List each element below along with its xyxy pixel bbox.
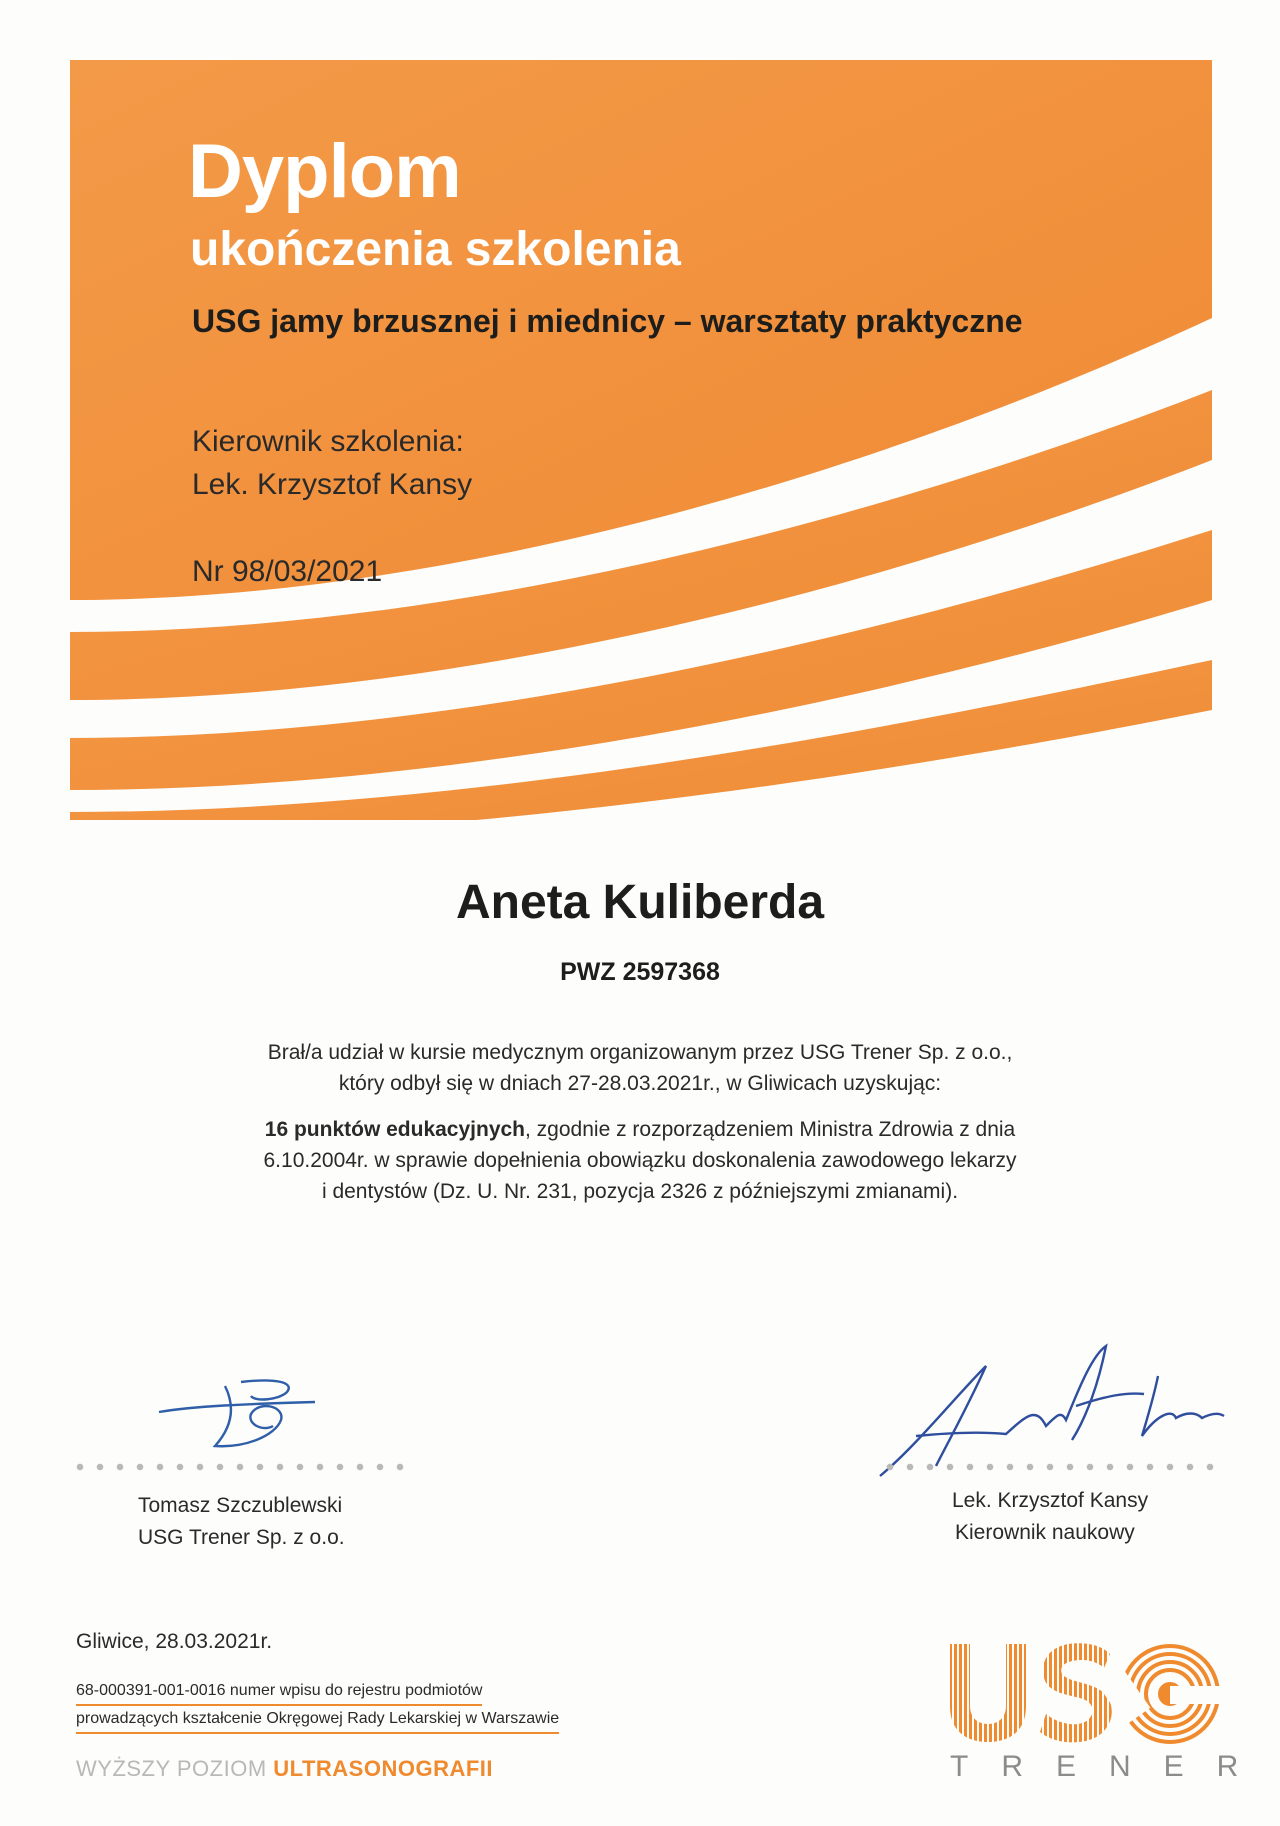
left-signatory-org: USG Trener Sp. z o.o. <box>138 1526 345 1549</box>
place-and-date: Gliwice, 28.03.2021r. <box>76 1630 273 1653</box>
registry-line-2: prowadzących kształcenie Okręgowej Rady Lekarskiej w Warszawie <box>76 1706 559 1734</box>
points-line-1 <box>160 1114 1120 1145</box>
course-lead-name: Lek. Krzysztof Kansy <box>192 468 473 501</box>
recipient-name: Aneta Kuliberda <box>455 876 825 929</box>
left-signature-image <box>155 1376 335 1456</box>
diploma-number: Nr 98/03/2021 <box>192 555 383 588</box>
points-line-2: 6.10.2004r. w sprawie dopełnienia obowiązku doskonalenia zawodowego lekarzy <box>263 1149 1017 1172</box>
recipient-pwz: PWZ 2597368 <box>560 958 720 986</box>
right-signature-dotted-line <box>880 1462 1220 1472</box>
points-line-3: i dentystów (Dz. U. Nr. 231, pozycja 2326 z późniejszymi zmianami). <box>321 1180 959 1203</box>
tagline-part-1: WYŻSZY POZIOM <box>76 1756 274 1781</box>
points-line-1-rest: , zgodnie z rozporządzeniem Ministra Zdrowia z dnia <box>525 1118 1016 1141</box>
footer-tagline <box>76 1756 493 1782</box>
registry-line-1: 68-000391-001-0016 numer wpisu do rejestru podmiotów <box>76 1678 482 1706</box>
diploma-title: Dyplom <box>188 129 461 214</box>
right-signatory <box>952 1485 1148 1549</box>
participation-line-1: Brał/a udział w kursie medycznym organizowanym przez USG Trener Sp. z o.o., <box>267 1041 1013 1064</box>
course-name: USG jamy brzusznej i miednicy – warsztaty praktyczne <box>192 303 1023 339</box>
left-signatory-name: Tomasz Szczublewski <box>138 1494 343 1517</box>
points-count: 16 punktów edukacyjnych <box>264 1118 526 1141</box>
diploma-subtitle: ukończenia szkolenia <box>190 223 681 276</box>
participation-statement <box>160 1037 1120 1099</box>
right-signatory-name: Lek. Krzysztof Kansy <box>952 1489 1149 1512</box>
left-signature-dotted-line <box>70 1462 410 1472</box>
logo-subtitle: TRENER <box>950 1750 1272 1783</box>
points-statement <box>160 1114 1120 1207</box>
course-lead-label: Kierownik szkolenia: <box>192 425 464 458</box>
participation-line-2: który odbył się w dniach 27-28.03.2021r., w Gliwicach uzyskując: <box>338 1072 942 1095</box>
right-signatory-role: Kierownik naukowy <box>955 1521 1135 1544</box>
registry-note <box>76 1678 559 1734</box>
tagline-part-2: ULTRASONOGRAFII <box>273 1756 494 1781</box>
left-signatory <box>138 1490 345 1554</box>
